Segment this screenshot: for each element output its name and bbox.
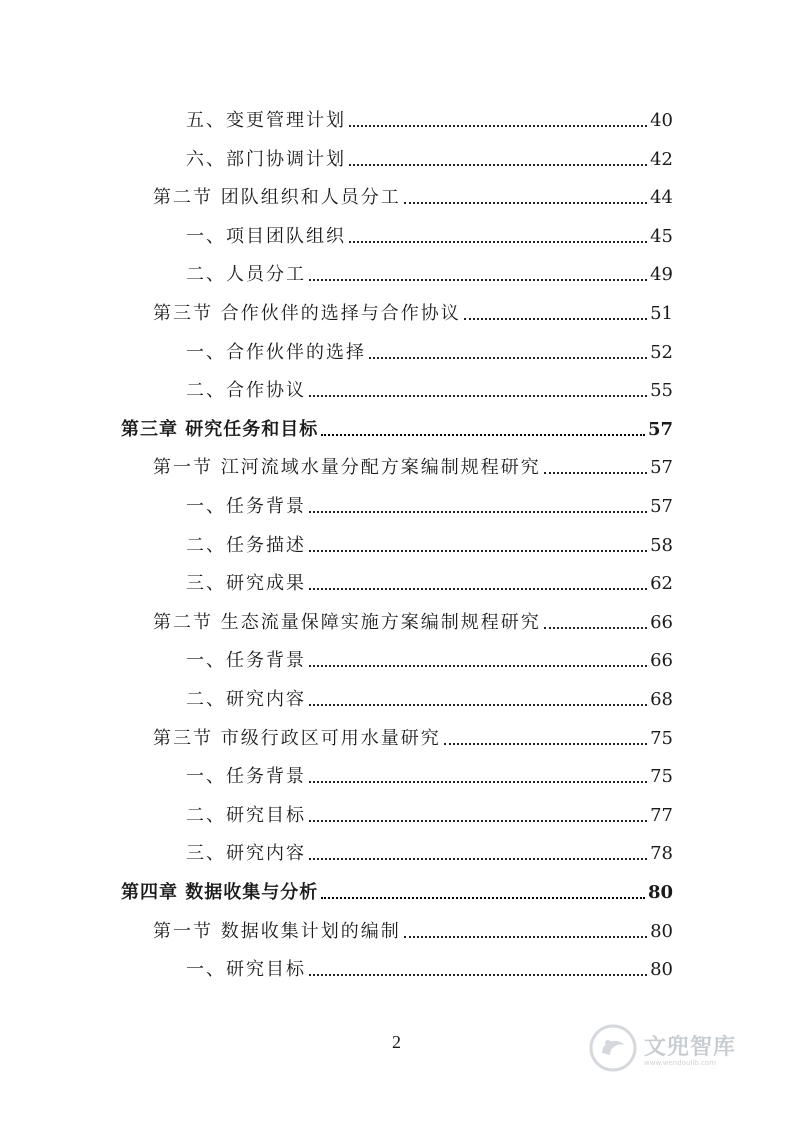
toc-entry-title: 二、研究内容: [186, 689, 306, 710]
toc-entry-title: 一、任务背景: [186, 496, 306, 517]
toc-entry-title: 第四章 数据收集与分析: [121, 882, 319, 903]
dot-leader: [349, 241, 647, 243]
watermark-name: 文兜智库: [644, 1034, 737, 1060]
dot-leader: [349, 164, 647, 166]
toc-subsection-entry[interactable]: [186, 835, 673, 865]
watermark-url: www.wendoulib.com: [644, 1058, 716, 1067]
toc-entry-title: 第一节 江河流域水量分配方案编制规程研究: [153, 457, 541, 479]
watermark: [588, 1020, 758, 1076]
toc-entry-title: 三、研究成果: [186, 573, 306, 595]
dot-leader: [309, 279, 647, 281]
dot-leader: [404, 936, 647, 938]
toc-entry-title: 一、合作伙伴的选择: [186, 341, 366, 363]
toc-entry-page: 57: [647, 418, 673, 440]
toc-entry-title: 六、部门协调计划: [186, 148, 346, 170]
toc-section-entry[interactable]: [153, 913, 673, 943]
dot-leader: [404, 202, 647, 204]
dot-leader: [544, 472, 647, 474]
toc-subsection-entry[interactable]: [186, 951, 673, 981]
toc-entry-page: 80: [650, 959, 673, 981]
toc-section-entry[interactable]: [153, 449, 673, 479]
toc-entry-page: 52: [650, 341, 673, 363]
dot-leader: [309, 588, 647, 590]
page-number: 2: [392, 1032, 401, 1052]
toc-entry-title: 第三章 研究任务和目标: [121, 418, 319, 440]
toc-entry-title: 五、变更管理计划: [186, 110, 346, 131]
toc-subsection-entry[interactable]: [186, 681, 673, 711]
toc-subsection-entry[interactable]: [186, 102, 673, 132]
toc-entry-title: 三、研究内容: [186, 843, 306, 865]
toc-entry-page: 77: [650, 804, 673, 826]
toc-section-entry[interactable]: [153, 604, 673, 634]
wendou-logo-icon: [588, 1023, 638, 1073]
toc-entry-title: 二、研究目标: [186, 804, 306, 826]
toc-chapter-entry[interactable]: [121, 411, 673, 441]
toc-entry-page: 57: [650, 457, 673, 479]
toc-entry-title: 二、合作协议: [186, 380, 306, 402]
toc-entry-title: 第二节 生态流量保障实施方案编制规程研究: [153, 611, 541, 633]
dot-leader: [309, 550, 647, 552]
toc-entry-page: 51: [650, 303, 673, 324]
toc-entry-page: 42: [650, 148, 673, 170]
toc-entry-title: 一、任务背景: [186, 650, 306, 672]
toc-entry-title: 第一节 数据收集计划的编制: [153, 920, 401, 942]
dot-leader: [309, 781, 647, 783]
dot-leader: [321, 434, 645, 436]
toc-section-entry[interactable]: [153, 720, 673, 750]
toc-section-entry[interactable]: [153, 295, 673, 325]
toc-subsection-entry[interactable]: [186, 218, 673, 248]
toc-entry-page: 68: [650, 689, 673, 710]
dot-leader: [444, 743, 647, 745]
toc-subsection-entry[interactable]: [186, 488, 673, 518]
toc-entry-page: 66: [650, 650, 673, 672]
toc-entry-page: 78: [650, 843, 673, 865]
toc-subsection-entry[interactable]: [186, 372, 673, 402]
dot-leader: [369, 357, 647, 359]
toc-subsection-entry[interactable]: [186, 334, 673, 364]
dot-leader: [464, 318, 647, 320]
toc-entry-page: 75: [650, 727, 673, 749]
toc-subsection-entry[interactable]: [186, 141, 673, 171]
toc-entry-page: 75: [650, 766, 673, 788]
toc-entry-title: 第三节 合作伙伴的选择与合作协议: [153, 303, 461, 324]
toc-subsection-entry[interactable]: [186, 565, 673, 595]
toc-entry-page: 45: [650, 225, 673, 247]
toc-subsection-entry[interactable]: [186, 797, 673, 827]
dot-leader: [309, 858, 647, 860]
dot-leader: [309, 395, 647, 397]
toc-section-entry[interactable]: [153, 179, 673, 209]
dot-leader: [309, 704, 647, 706]
toc-entry-page: 49: [650, 264, 673, 286]
toc-entry-page: 66: [650, 611, 673, 633]
dot-leader: [309, 820, 647, 822]
toc-entry-page: 40: [650, 110, 673, 131]
toc-subsection-entry[interactable]: [186, 256, 673, 286]
toc-entry-page: 55: [650, 380, 673, 402]
toc-entry-title: 一、项目团队组织: [186, 225, 346, 247]
dot-leader: [349, 125, 647, 127]
toc-entry-page: 44: [650, 187, 673, 209]
toc-entry-title: 二、人员分工: [186, 264, 306, 286]
toc-entry-title: 第三节 市级行政区可用水量研究: [153, 727, 441, 749]
toc-subsection-entry[interactable]: [186, 758, 673, 788]
toc-entry-title: 二、任务描述: [186, 534, 306, 556]
toc-entry-title: 一、任务背景: [186, 766, 306, 788]
dot-leader: [309, 511, 647, 513]
toc-subsection-entry[interactable]: [186, 527, 673, 557]
toc-entry-page: 57: [650, 496, 673, 517]
dot-leader: [309, 665, 647, 667]
dot-leader: [544, 627, 647, 629]
dot-leader: [321, 897, 645, 899]
toc-entry-page: 80: [650, 920, 673, 942]
toc-entry-title: 一、研究目标: [186, 959, 306, 981]
toc-entry-title: 第二节 团队组织和人员分工: [153, 187, 401, 209]
toc-subsection-entry[interactable]: [186, 642, 673, 672]
toc-entry-page: 80: [647, 882, 673, 903]
toc-chapter-entry[interactable]: [121, 874, 673, 904]
toc-entry-page: 62: [650, 573, 673, 595]
toc-entry-page: 58: [650, 534, 673, 556]
dot-leader: [309, 974, 647, 976]
